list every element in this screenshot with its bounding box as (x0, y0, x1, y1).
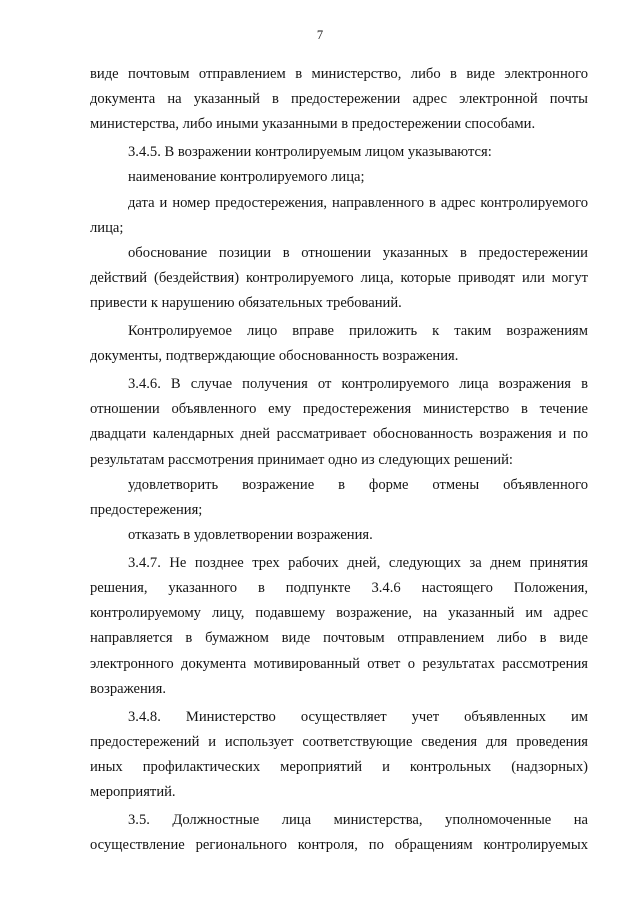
paragraph-item-justification: обоснование позиции в отношении указанных в предостережении действий (бездействия) контролируемого лица, которые приводят или могут привести к нарушению обязательных требований. (90, 244, 588, 312)
paragraph-clause-3-4-6: 3.4.6. В случае получения от контролируемого лица возражения в отношении объявленного ему предостережения министерство в течение двадцати календарных дней рассматривает обоснованность возражения и по результатам рассмотрения принимает одно из следующих решений: (90, 375, 588, 468)
paragraph-continuation: виде почтовым отправлением в министерство, либо в виде электронного документа на указанный в предостережении адрес электронной почты министерства, либо иными указанными в предостережении способами. (90, 66, 588, 133)
document-body (90, 62, 588, 858)
paragraph-clause-3-4-5: 3.4.5. В возражении контролируемым лицом указываются: (128, 144, 492, 161)
paragraph-item-name: наименование контролируемого лица; (128, 169, 365, 186)
paragraph-clause-3-5: 3.5. Должностные лица министерства, уполномоченные на осуществление регионального контроля, по обращениям контролируемых (90, 811, 588, 854)
paragraph-clause-3-4-8: 3.4.8. Министерство осуществляет учет объявленных им предостережений и использует соответствующие сведения для проведения иных профилактических мероприятий и контрольных (надзорных) мероприятий. (90, 708, 588, 801)
paragraph-item-date: дата и номер предостережения, направленного в адрес контролируемого лица; (90, 194, 588, 236)
paragraph-decision-refuse: отказать в удовлетворении возражения. (128, 527, 373, 544)
paragraph-decision-satisfy: удовлетворить возражение в форме отмены объявленного предостережения; (90, 476, 588, 518)
paragraph-clause-3-4-7: 3.4.7. Не позднее трех рабочих дней, следующих за днем принятия решения, указанного в подпункте 3.4.6 настоящего Положения, контролируемому лицу, подавшему возражение, на указанный им адрес направляется в бумажном виде почтовым отправлением либо в виде электронного документа мотивированный ответ о результатах рассмотрения возражения. (90, 554, 588, 697)
paragraph-attachments: Контролируемое лицо вправе приложить к таким возражениям документы, подтверждающие обоснованность возражения. (90, 323, 588, 365)
page-number: 7 (316, 28, 324, 42)
